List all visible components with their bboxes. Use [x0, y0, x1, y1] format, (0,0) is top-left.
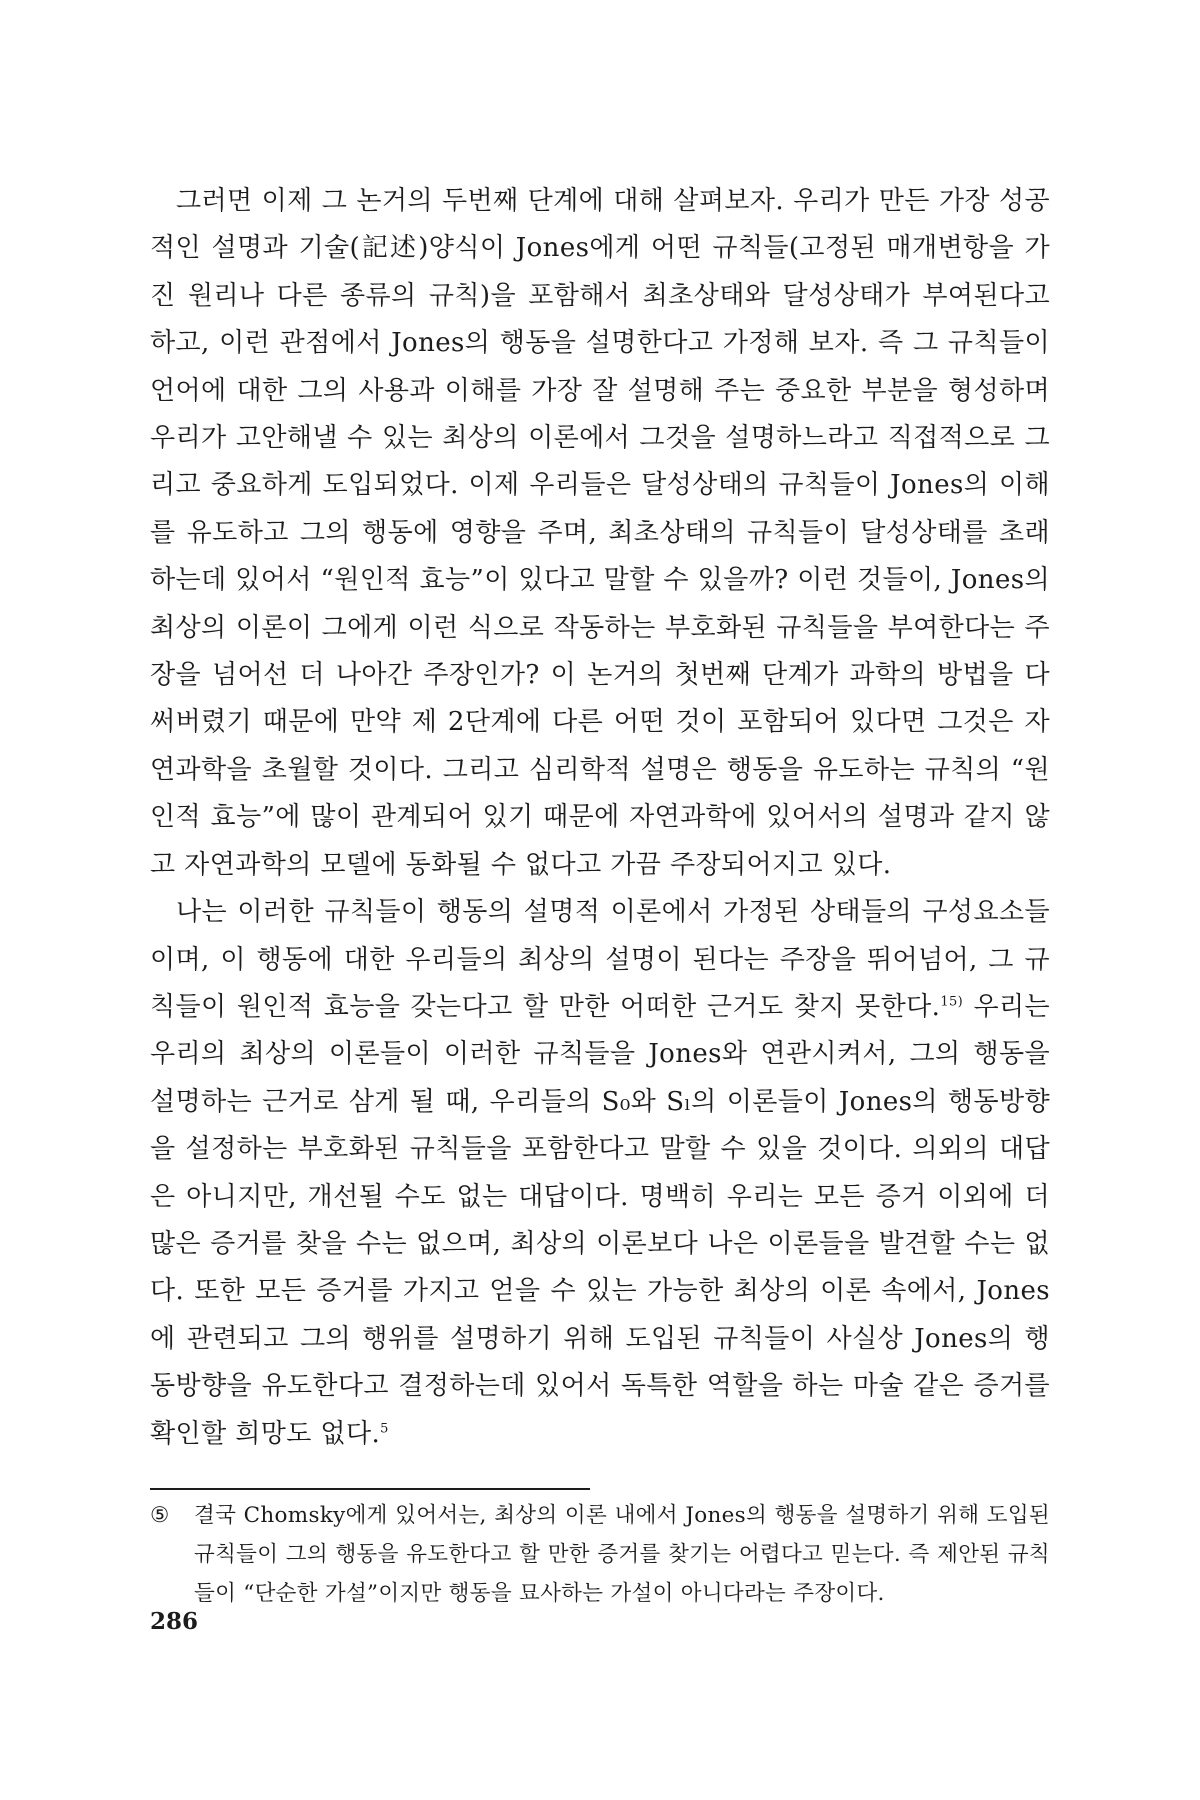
body-paragraph-1: [150, 178, 1050, 889]
body-paragraph-2: [150, 889, 1050, 1458]
document-page: [150, 178, 1050, 1613]
footnote-marker: ⑤: [150, 1502, 170, 1528]
footnote-divider: [150, 1488, 590, 1490]
page-number: 286: [150, 1608, 199, 1635]
footnote-reference: 15): [940, 994, 964, 1010]
footnote: [150, 1496, 1050, 1613]
footnote-reference-2: 5: [380, 1420, 389, 1436]
paragraph-text: 그러면 이제 그 논거의 두번째 단계에 대해 살펴보자. 우리가 만든 가장 성공적인 설명과 기술(記述)양식이 Jones에게 어떤 규칙들(고정된 매개변항을 가진 원리나 다른 종류의 규칙)을 포함해서 최초상태와 달성상태가 부여된다고 하고, 이런 관점에서 Jones의 행동을 설명한다고 가정해 보자. 즉 그 규칙들이 언어에 대한 그의 사용과 이해를 가장 잘 설명해 주는 중요한 부분을 형성하며 우리가 고안해낼 수 있는 최상의 이론에서 그것을 설명하느라고 직접적으로 그리고 중요하게 도입되었다. 이제 우리들은 달성상태의 규칙들이 Jones의 이해를 유도하고 그의 행동에 영향을 주며, 최초상태의 규칙들이 달성상태를 초래하는데 있어서 “원인적 효능”이 있다고 말할 수 있을까? 이런 것들이, Jones의 최상의 이론이 그에게 이런 식으로 작동하는 부호화된 규칙들을 부여한다는 주장을 넘어선 더 나아간 주장인가? 이 논거의 첫번째 단계가 과학의 방법을 다 써버렸기 때문에 만약 제 2단계에 다른 어떤 것이 포함되어 있다면 그것은 자연과학을 초월할 것이다. 그리고 심리학적 설명은 행동을 유도하는 규칙의 “원인적 효능”에 많이 관계되어 있기 때문에 자연과학에 있어서의 설명과 같지 않고 자연과학의 모델에 동화될 수 없다고 가끔 주장되어지고 있다.: [150, 186, 1050, 880]
paragraph-text-continued: 우리는 우리의 최상의 이론들이 이러한 규칙들을 Jones와 연관시켜서, 그의 행동을 설명하는 근거로 삼게 될 때, 우리들의 S₀와 Sₗ의 이론들이 Jones의 행동방향을 설정하는 부호화된 규칙들을 포함한다고 말할 수 있을 것이다. 의외의 대답은 아니지만, 개선될 수도 없는 대답이다. 명백히 우리는 모든 증거 이외에 더 많은 증거를 찾을 수는 없으며, 최상의 이론보다 나은 이론들을 발견할 수는 없다. 또한 모든 증거를 가지고 얻을 수 있는 가능한 최상의 이론 속에서, Jones에 관련되고 그의 행위를 설명하기 위해 도입된 규칙들이 사실상 Jones의 행동방향을 유도한다고 결정하는데 있어서 독특한 역할을 하는 마술 같은 증거를 확인할 희망도 없다.: [150, 991, 1050, 1449]
footnote-text: 결국 Chomsky에게 있어서는, 최상의 이론 내에서 Jones의 행동을 설명하기 위해 도입된 규칙들이 그의 행동을 유도한다고 할 만한 증거를 찾기는 어렵다고 믿는다. 즉 제안된 규칙들이 “단순한 가설”이지만 행동을 묘사하는 가설이 아니다라는 주장이다.: [194, 1502, 1050, 1606]
paragraph-text: 나는 이러한 규칙들이 행동의 설명적 이론에서 가정된 상태들의 구성요소들이며, 이 행동에 대한 우리들의 최상의 설명이 된다는 주장을 뛰어넘어, 그 규칙들이 원인적 효능을 갖는다고 할 만한 어떠한 근거도 찾지 못한다.: [150, 897, 1050, 1022]
